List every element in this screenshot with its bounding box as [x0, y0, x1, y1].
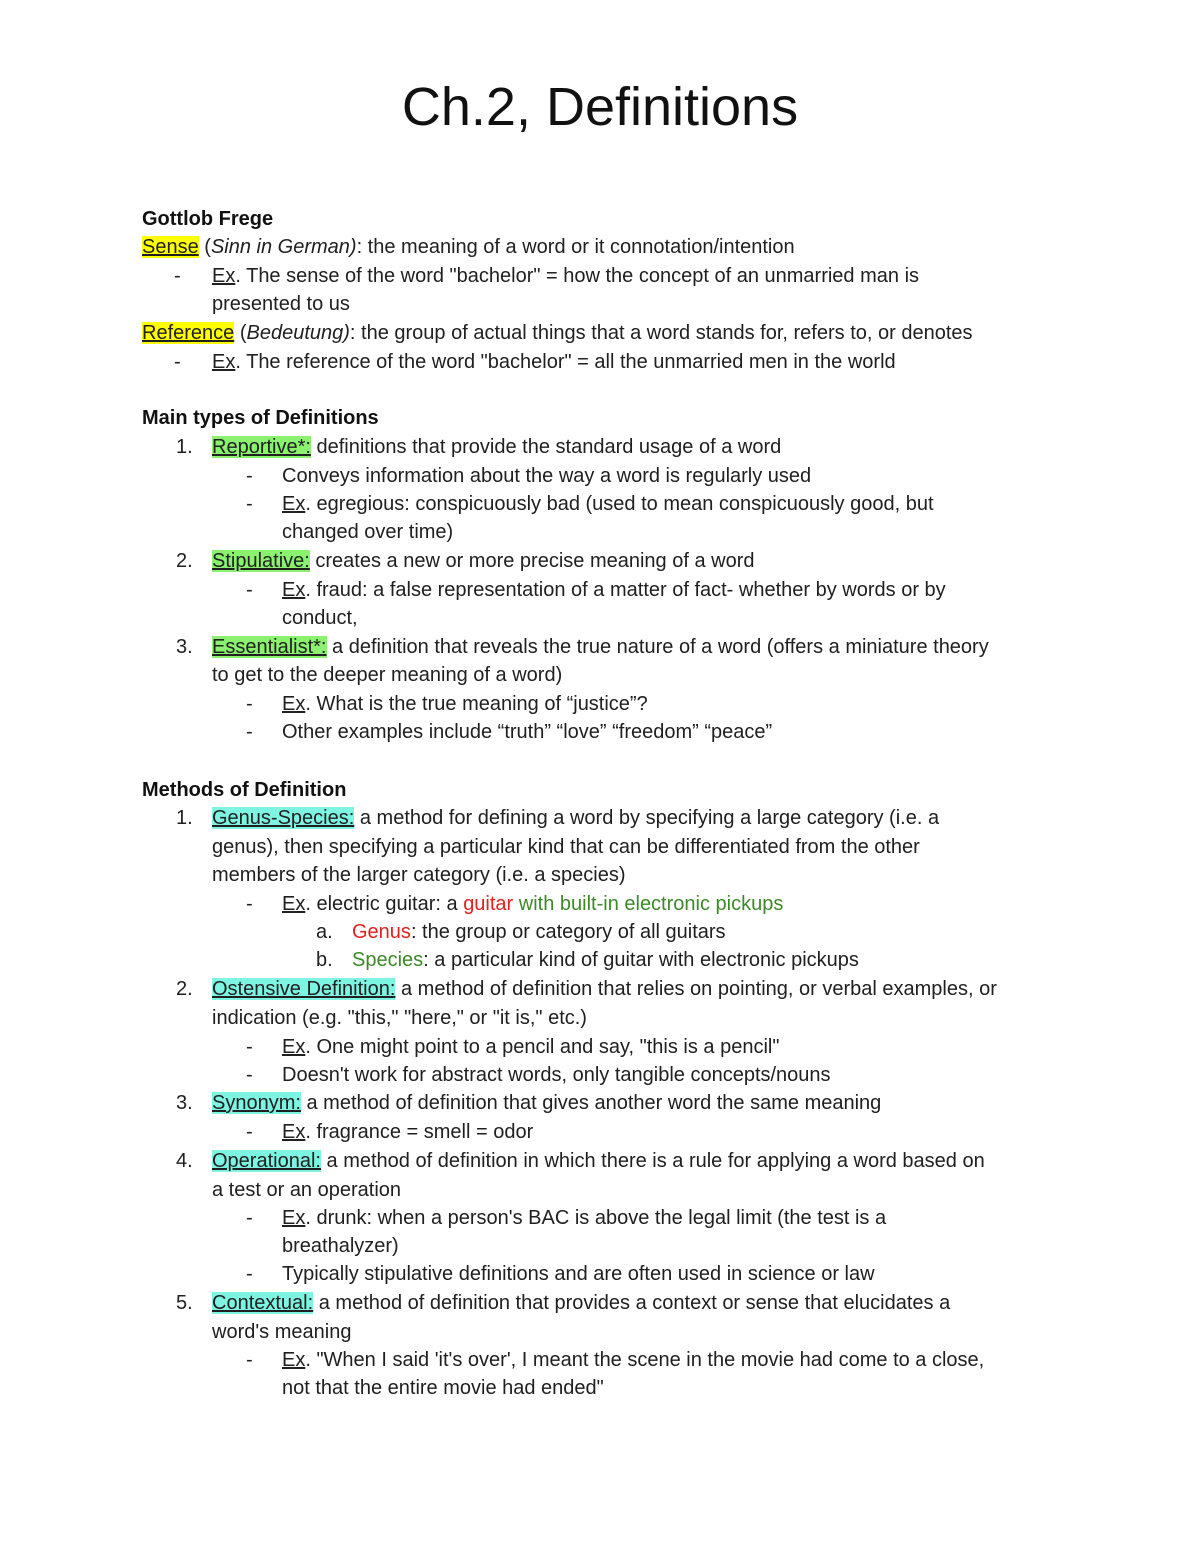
- example-label: Ex: [282, 1207, 306, 1229]
- genus-word: guitar: [463, 893, 514, 915]
- reportive-item: Reportive*: definitions that provide the standard usage of a word: [212, 436, 782, 458]
- list-number: 1.: [176, 807, 193, 829]
- stipulative-term: Stipulative:: [212, 550, 310, 572]
- genus-subitem: Genus: the group or category of all guitars: [352, 921, 726, 943]
- operational-cont: a test or an operation: [212, 1179, 402, 1201]
- list-number: 3.: [176, 1092, 193, 1114]
- ostensive-bullet: Doesn't work for abstract words, only tangible concepts/nouns: [282, 1064, 831, 1086]
- operational-example-cont: breathalyzer): [282, 1235, 399, 1257]
- bullet-dash: -: [246, 465, 253, 487]
- sense-definition: Sense (Sinn in German): the meaning of a word or it connotation/intention: [142, 236, 795, 258]
- section-heading-methods: Methods of Definition: [142, 779, 347, 801]
- operational-item: Operational: a method of definition in which there is a rule for applying a word based on: [212, 1150, 985, 1172]
- contextual-example-cont: not that the entire movie had ended": [282, 1377, 604, 1399]
- contextual-cont: word's meaning: [212, 1321, 352, 1343]
- reportive-example-cont: changed over time): [282, 521, 454, 543]
- synonym-item: Synonym: a method of definition that gives another word the same meaning: [212, 1092, 882, 1114]
- bullet-dash: -: [246, 1064, 253, 1086]
- ostensive-example: Ex. One might point to a pencil and say, "this is a pencil": [282, 1036, 780, 1058]
- operational-bullet: Typically stipulative definitions and are often used in science or law: [282, 1263, 875, 1285]
- page-title: Ch.2, Definitions: [401, 77, 799, 137]
- list-number: 3.: [176, 636, 193, 658]
- contextual-item: Contextual: a method of definition that provides a context or sense that elucidates a: [212, 1292, 951, 1314]
- essentialist-example: Ex. What is the true meaning of “justice”?: [282, 693, 648, 715]
- list-number: 2.: [176, 550, 193, 572]
- bullet-dash: -: [246, 1036, 253, 1058]
- species-term: Species: [352, 949, 424, 971]
- bullet-dash: -: [246, 893, 253, 915]
- essentialist-item-cont: to get to the deeper meaning of a word): [212, 664, 563, 686]
- genus-species-cont: members of the larger category (i.e. a species): [212, 864, 626, 886]
- essentialist-item: Essentialist*: a definition that reveals the true nature of a word (offers a miniature theory: [212, 636, 989, 658]
- reportive-bullet: Conveys information about the way a word is regularly used: [282, 465, 812, 487]
- genus-species-example: Ex. electric guitar: a guitar with built-in electronic pickups: [282, 893, 784, 915]
- sub-list-marker: a.: [316, 921, 333, 943]
- contextual-example: Ex. "When I said 'it's over', I meant the scene in the movie had come to a close,: [282, 1349, 985, 1371]
- operational-example: Ex. drunk: when a person's BAC is above the legal limit (the test is a: [282, 1207, 887, 1229]
- genus-species-term: Genus-Species:: [212, 807, 355, 829]
- synonym-example: Ex. fragrance = smell = odor: [282, 1121, 534, 1143]
- reference-term: Reference: [142, 322, 235, 344]
- example-label: Ex: [282, 893, 306, 915]
- example-label: Ex: [282, 693, 306, 715]
- example-label: Ex: [282, 1121, 306, 1143]
- species-phrase: with built-in electronic pickups: [513, 893, 784, 915]
- example-label: Ex: [282, 1036, 306, 1058]
- bullet-dash: -: [174, 265, 181, 287]
- bullet-dash: -: [174, 351, 181, 373]
- genus-term: Genus: [352, 921, 411, 943]
- contextual-term: Contextual:: [212, 1292, 314, 1314]
- sub-list-marker: b.: [316, 949, 333, 971]
- list-number: 4.: [176, 1150, 193, 1172]
- bullet-dash: -: [246, 1349, 253, 1371]
- list-number: 1.: [176, 436, 193, 458]
- example-label: Ex: [282, 493, 306, 515]
- reference-example: Ex. The reference of the word "bachelor" = all the unmarried men in the world: [212, 351, 896, 373]
- reportive-example: Ex. egregious: conspicuously bad (used to mean conspicuously good, but: [282, 493, 934, 515]
- ostensive-term: Ostensive Definition:: [212, 978, 396, 1000]
- bullet-dash: -: [246, 1207, 253, 1229]
- essentialist-bullet: Other examples include “truth” “love” “freedom” “peace”: [282, 721, 773, 743]
- essentialist-term: Essentialist*:: [212, 636, 327, 658]
- operational-term: Operational:: [212, 1150, 321, 1172]
- bullet-dash: -: [246, 493, 253, 515]
- reportive-term: Reportive*:: [212, 436, 311, 458]
- reference-definition: Reference (Bedeutung): the group of actual things that a word stands for, refers to, or denotes: [142, 322, 973, 344]
- sense-term: Sense: [142, 236, 199, 258]
- synonym-term: Synonym:: [212, 1092, 301, 1114]
- species-subitem: Species: a particular kind of guitar with electronic pickups: [352, 949, 859, 971]
- example-label: Ex: [282, 1349, 306, 1371]
- ostensive-cont: indication (e.g. "this," "here," or "it is," etc.): [212, 1007, 587, 1029]
- sense-example: Ex. The sense of the word "bachelor" = how the concept of an unmarried man is: [212, 265, 920, 287]
- section-heading-frege: Gottlob Frege: [142, 208, 274, 230]
- ostensive-item: Ostensive Definition: a method of definition that relies on pointing, or verbal examples, or: [212, 978, 997, 1000]
- bullet-dash: -: [246, 693, 253, 715]
- sense-example-cont: presented to us: [212, 293, 350, 315]
- bullet-dash: -: [246, 1263, 253, 1285]
- list-number: 2.: [176, 978, 193, 1000]
- bullet-dash: -: [246, 579, 253, 601]
- sense-german: Sinn in German): [210, 236, 357, 258]
- stipulative-example-cont: conduct,: [282, 607, 358, 629]
- stipulative-item: Stipulative: creates a new or more precise meaning of a word: [212, 550, 755, 572]
- bullet-dash: -: [246, 721, 253, 743]
- genus-species-cont: genus), then specifying a particular kind that can be differentiated from the other: [212, 836, 920, 858]
- section-heading-main-types: Main types of Definitions: [142, 407, 379, 429]
- reference-german: Bedeutung): [246, 322, 350, 344]
- example-label: Ex: [282, 579, 306, 601]
- example-label: Ex: [212, 265, 236, 287]
- stipulative-example: Ex. fraud: a false representation of a matter of fact- whether by words or by: [282, 579, 946, 601]
- list-number: 5.: [176, 1292, 193, 1314]
- bullet-dash: -: [246, 1121, 253, 1143]
- genus-species-item: Genus-Species: a method for defining a word by specifying a large category (i.e. a: [212, 807, 940, 829]
- example-label: Ex: [212, 351, 236, 373]
